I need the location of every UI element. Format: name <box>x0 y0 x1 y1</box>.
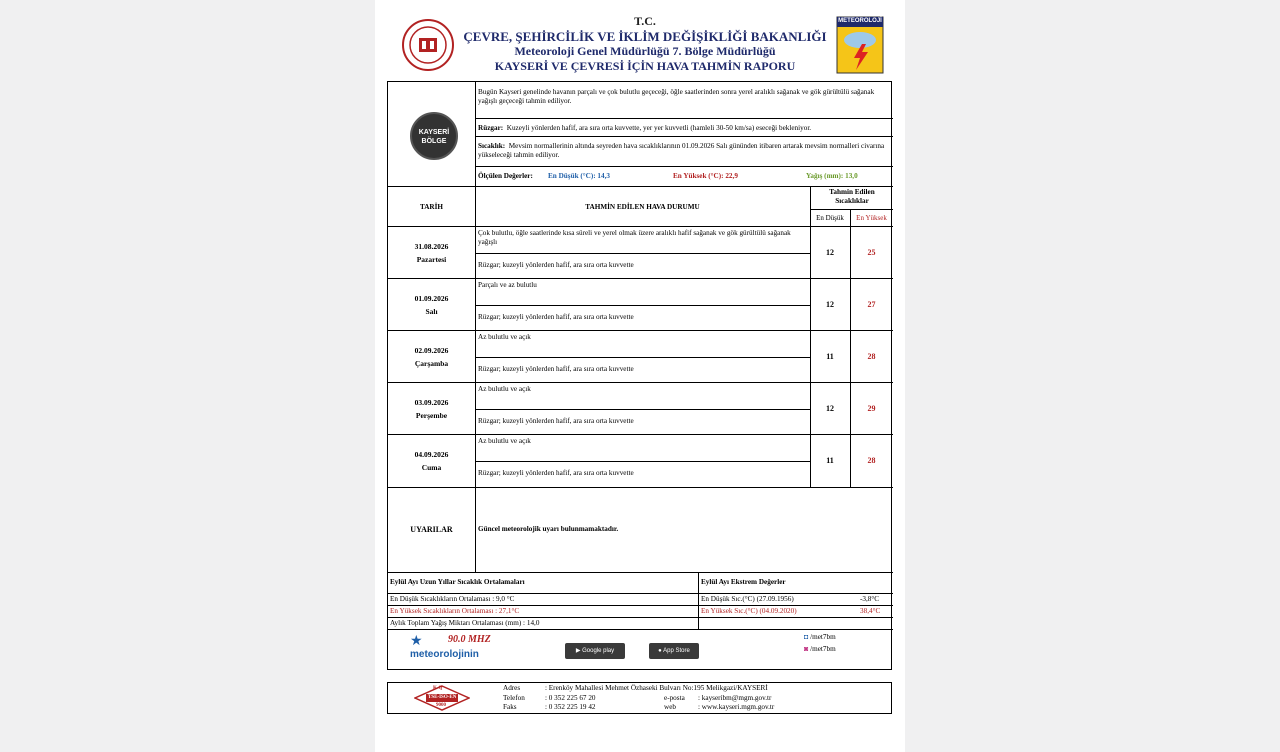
warnings-label: UYARILAR <box>410 525 453 534</box>
apple-icon: ● <box>658 648 662 654</box>
twitter-handle: /met7bm <box>810 633 836 641</box>
row-date: 01.09.2026 <box>414 294 449 303</box>
divider <box>698 572 699 629</box>
email-label: e-posta <box>664 694 685 702</box>
row-wind: Rüzgar; kuzeyli yönlerden hafif, ara sıra orta kuvvette <box>478 417 634 425</box>
row-divider <box>475 253 810 254</box>
row-date: 04.09.2026 <box>414 450 449 459</box>
row-weather: Az bulutlu ve açık <box>478 437 531 445</box>
stats-min-avg: En Düşük Sıcaklıkların Ortalaması : 9,0 °C <box>390 595 515 603</box>
radio-logo[interactable] <box>410 633 506 667</box>
col-max-header: En Yüksek <box>856 214 887 222</box>
row-max-temp: 28 <box>867 456 876 465</box>
divider <box>388 572 893 573</box>
col-date-header: TARİH <box>419 203 444 211</box>
divider <box>475 118 893 119</box>
row-separator <box>388 330 893 331</box>
row-divider <box>475 305 810 306</box>
google-play-label: Google play <box>582 648 615 654</box>
stats-max-extreme-label: En Yüksek Sıc.(°C) (04.09.2020) <box>701 607 797 615</box>
stats-left-title: Eylül Ayı Uzun Yıllar Sıcaklık Ortalamaları <box>390 578 525 586</box>
row-weather: Az bulutlu ve açık <box>478 333 531 341</box>
contact-footer <box>387 682 892 714</box>
address-value: : Erenköy Mahallesi Mehmet Özhaseki Bulvarı No:195 Melikgazi/KAYSERİ <box>545 684 768 692</box>
app-store-label: App Store <box>663 648 690 654</box>
row-min-temp: 11 <box>826 352 834 361</box>
row-date: 02.09.2026 <box>414 346 449 355</box>
email-link[interactable]: : kayseribm@mgm.gov.tr <box>698 694 772 702</box>
google-play-button[interactable] <box>565 643 625 659</box>
stats-max-extreme-value: 38,4°C <box>860 607 881 615</box>
row-day: Salı <box>425 307 438 316</box>
row-weather: Parçalı ve az bulutlu <box>478 281 537 289</box>
divider <box>810 209 893 210</box>
row-divider <box>475 461 810 462</box>
divider <box>388 487 893 488</box>
instagram-link[interactable] <box>804 645 836 654</box>
row-divider <box>475 357 810 358</box>
divider <box>388 186 893 187</box>
row-wind: Rüzgar; kuzeyli yönlerden hafif, ara sıra orta kuvvette <box>478 261 634 269</box>
stats-min-extreme-value: -3,8°C <box>860 595 880 603</box>
radio-frequency: 90.0 MHZ <box>448 634 491 645</box>
instagram-icon: ◙ <box>804 645 809 653</box>
radio-brand: meteorolojinin <box>410 649 479 660</box>
row-min-temp: 12 <box>826 300 834 309</box>
warnings-text: Güncel meteorolojik uyarı bulunmamaktadır. <box>478 525 619 533</box>
row-max-temp: 27 <box>867 300 876 309</box>
row-min-temp: 11 <box>826 456 834 465</box>
row-day: Çarşamba <box>414 359 449 368</box>
wind-label: Rüzgar: <box>478 124 504 132</box>
star-icon: ★ <box>410 634 423 649</box>
fax-label: Faks <box>503 703 517 711</box>
row-max-temp: 29 <box>867 404 876 413</box>
address-label: Adres <box>503 684 521 692</box>
header-directorate: Meteoroloji Genel Müdürlüğü 7. Bölge Müdürlüğü <box>514 44 776 58</box>
row-min-temp: 12 <box>826 404 834 413</box>
summary-wind <box>478 124 811 133</box>
row-date: 31.08.2026 <box>414 242 449 251</box>
row-date: 03.09.2026 <box>414 398 449 407</box>
divider <box>388 617 893 618</box>
cert-text-1: K-Q <box>433 686 443 691</box>
row-divider <box>475 409 810 410</box>
divider <box>475 166 893 167</box>
instagram-handle: /met7bm <box>810 645 836 653</box>
fax-value: : 0 352 225 19 42 <box>545 703 596 711</box>
summary-general: Bugün Kayseri genelinde havanın parçalı ve çok bulutlu geçeceği, öğle saatlerinden sonra yerel aralıklı sağanak ve gök gürültülü sağanak yağışlı geçeceği tahmin ediliyor. <box>478 88 875 105</box>
badge-line2: BÖLGE <box>421 138 447 145</box>
report-page <box>375 0 905 752</box>
wind-text: Kuzeyli yönlerden hafif, ara sıra orta kuvvette, yer yer kuvvetli (hamleli 30-50 km/sa) eseceği bekleniyor. <box>506 124 812 132</box>
divider <box>388 605 893 606</box>
web-link[interactable]: : www.kayseri.mgm.gov.tr <box>698 703 775 711</box>
forecast-table <box>387 81 892 670</box>
row-max-temp: 28 <box>867 352 876 361</box>
twitter-icon: ◘ <box>804 633 809 641</box>
measured-label: Ölçülen Değerler: <box>478 172 533 180</box>
badge-line1: KAYSERİ <box>418 129 450 136</box>
phone-value: : 0 352 225 67 20 <box>545 694 596 702</box>
header-ministry: ÇEVRE, ŞEHİRCİLİK VE İKLİM DEĞİŞİKLİĞİ BAKANLIĞI <box>463 29 827 44</box>
row-min-temp: 12 <box>826 248 834 257</box>
report-header <box>455 14 835 74</box>
stats-right-title: Eylül Ayı Ekstrem Değerler <box>701 578 786 586</box>
measured-max: En Yüksek (°C): 22,9 <box>673 172 738 180</box>
web-label: web <box>664 703 676 711</box>
row-separator <box>388 434 893 435</box>
header-line-tc: T.C. <box>634 14 656 28</box>
col-forecast-header: TAHMİN EDİLEN HAVA DURUMU <box>585 203 700 211</box>
row-wind: Rüzgar; kuzeyli yönlerden hafif, ara sıra orta kuvvette <box>478 469 634 477</box>
kayseri-region-badge <box>410 112 458 160</box>
measured-min: En Düşük (°C): 14,3 <box>548 172 610 180</box>
divider <box>810 186 811 487</box>
row-day: Pazartesi <box>416 255 447 264</box>
divider <box>388 226 893 227</box>
stats-max-avg: En Yüksek Sıcaklıkların Ortalaması : 27,1°C <box>390 607 520 615</box>
row-separator <box>388 278 893 279</box>
temp-text: Mevsim normallerinin altında seyreden hava sıcaklıklarının 01.09.2026 Salı gününden itibaren artarak mevsim normalleri civarına yükseleceği tahmin ediliyor. <box>478 142 885 159</box>
stats-min-extreme-label: En Düşük Sıc.(°C) (27.09.1956) <box>701 595 794 603</box>
divider <box>475 82 476 572</box>
row-wind: Rüzgar; kuzeyli yönlerden hafif, ara sıra orta kuvvette <box>478 365 634 373</box>
meteorology-logo-text: METEOROLOJİ <box>838 18 882 24</box>
divider <box>475 136 893 137</box>
meteorology-logo <box>836 16 884 74</box>
divider <box>388 629 893 630</box>
cert-text-2: TSE-ISO-EN <box>428 695 457 700</box>
cert-text-3: 9000 <box>436 703 446 708</box>
play-icon: ▶ <box>575 648 581 654</box>
col-temps-header: Tahmin Edilen Sıcaklıklar <box>829 188 875 205</box>
stats-rain-avg: Aylık Toplam Yağış Miktarı Ortalaması (mm) : 14,0 <box>390 619 540 627</box>
row-weather: Az bulutlu ve açık <box>478 385 531 393</box>
app-store-button[interactable] <box>649 643 699 659</box>
divider <box>388 593 893 594</box>
row-weather: Çok bulutlu, öğle saatlerinde kısa süreli ve yerel olmak üzere aralıklı hafif sağanak ve gök gürültülü sağanak yağışlı <box>478 229 791 246</box>
row-separator <box>388 382 893 383</box>
phone-label: Telefon <box>503 694 525 702</box>
summary-temp <box>478 142 886 160</box>
ministry-seal-icon <box>397 18 459 72</box>
row-day: Perşembe <box>415 411 448 420</box>
measured-rain: Yağış (mm): 13,0 <box>806 172 858 180</box>
twitter-link[interactable] <box>804 633 836 642</box>
row-wind: Rüzgar; kuzeyli yönlerden hafif, ara sıra orta kuvvette <box>478 313 634 321</box>
row-day: Cuma <box>421 463 442 472</box>
temp-label: Sıcaklık: <box>478 142 506 150</box>
header-report-title: KAYSERİ VE ÇEVRESİ İÇİN HAVA TAHMİN RAPORU <box>494 59 796 73</box>
row-max-temp: 25 <box>867 248 876 257</box>
col-min-header: En Düşük <box>816 214 844 222</box>
